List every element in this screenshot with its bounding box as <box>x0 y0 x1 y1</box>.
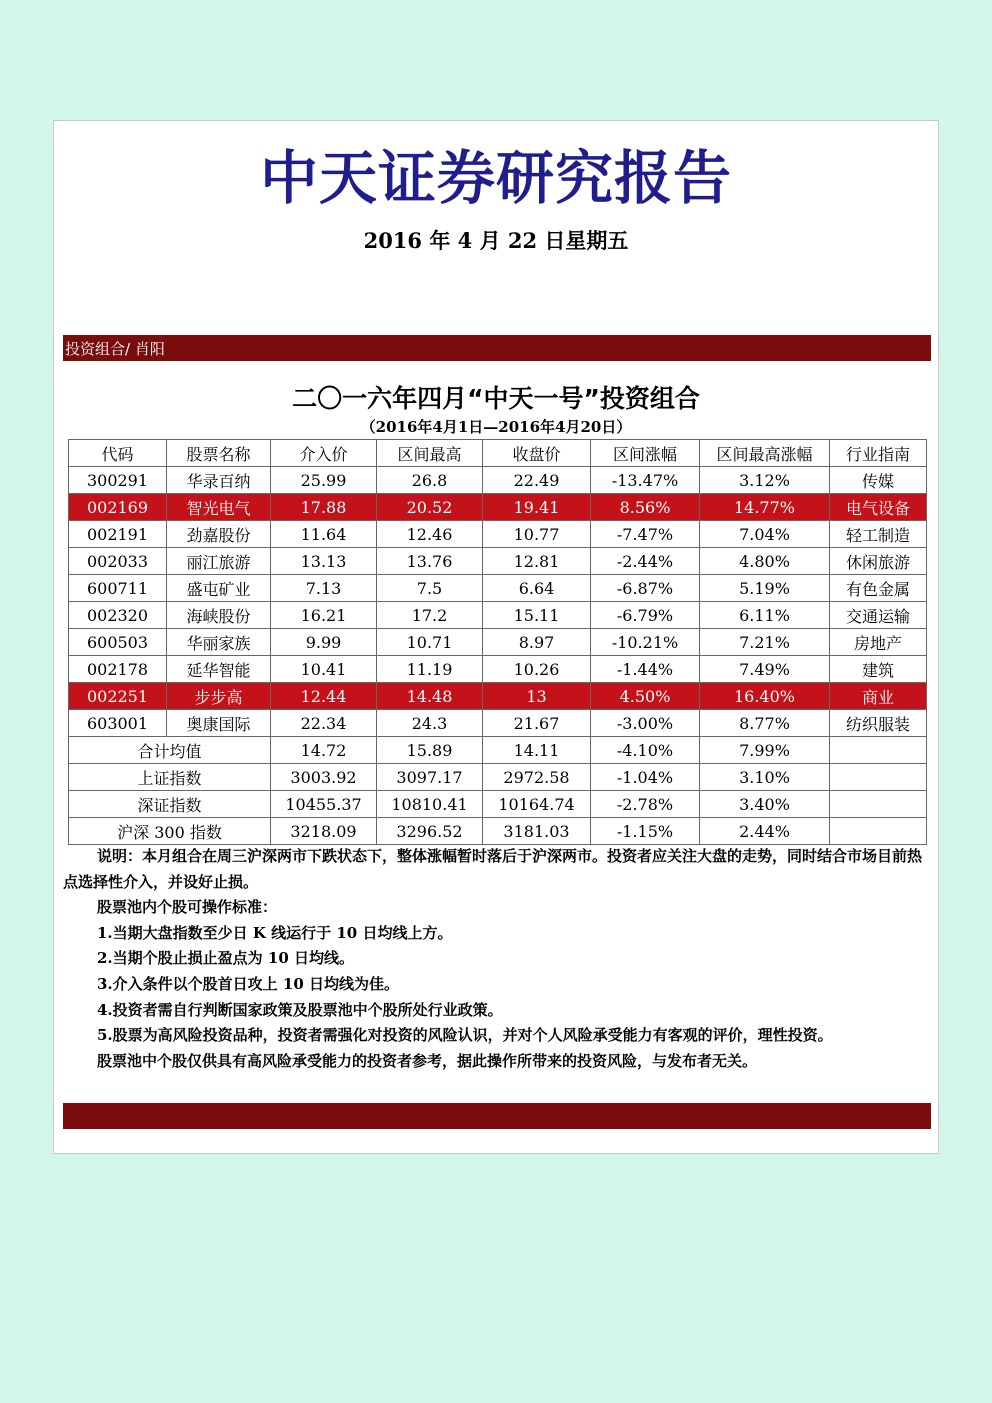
table-row <box>69 548 927 575</box>
table-cell: 603001 <box>69 710 167 737</box>
table-cell: 3218.09 <box>271 818 377 845</box>
table-cell: 3181.03 <box>483 818 591 845</box>
table-cell: 休闲旅游 <box>830 548 927 575</box>
note-paragraph: 股票池中个股仅供具有高风险承受能力的投资者参考，据此操作所带来的投资风险，与发布者无关。 <box>97 1051 758 1070</box>
table-cell: 4.80% <box>700 548 830 575</box>
table-cell: 建筑 <box>830 656 927 683</box>
note-paragraph: 4.投资者需自行判断国家政策及股票池中个股所处行业政策。 <box>97 1000 503 1019</box>
table-cell: 奥康国际 <box>167 710 271 737</box>
portfolio-title: 二〇一六年四月“中天一号”投资组合 <box>292 384 700 413</box>
table-cell: 华录百纳 <box>167 467 271 494</box>
table-cell: 13.13 <box>271 548 377 575</box>
table-cell: 传媒 <box>830 467 927 494</box>
table-cell: 14.48 <box>377 683 483 710</box>
summary-row <box>69 737 927 764</box>
table-row <box>69 629 927 656</box>
table-cell: 20.52 <box>377 494 483 521</box>
report-title: 中天证券研究报告 <box>259 144 732 212</box>
table-cell: 7.99% <box>700 737 830 764</box>
summary-row <box>69 791 927 818</box>
table-cell: 纺织服装 <box>830 710 927 737</box>
table-cell: 6.64 <box>483 575 591 602</box>
footer-bar <box>63 1103 931 1129</box>
table-cell: -6.87% <box>591 575 700 602</box>
table-cell: 11.19 <box>377 656 483 683</box>
table-cell: 商业 <box>830 683 927 710</box>
note-paragraph: 说明：本月组合在周三沪深两市下跌状态下，整体涨幅暂时落后于沪深两市。投资者应关注大盘的走势，同时结合市场目前热点选择性介入，并设好止损。 <box>63 847 923 891</box>
table-cell: 16.21 <box>271 602 377 629</box>
table-cell: 14.11 <box>483 737 591 764</box>
summary-label: 沪深 300 指数 <box>69 818 271 845</box>
table-cell: 21.67 <box>483 710 591 737</box>
table-cell: 有色金属 <box>830 575 927 602</box>
table-cell <box>830 791 927 818</box>
table-cell: 12.44 <box>271 683 377 710</box>
table-cell: 4.50% <box>591 683 700 710</box>
table-cell: 8.77% <box>700 710 830 737</box>
table-cell: 3.10% <box>700 764 830 791</box>
table-cell: 丽江旅游 <box>167 548 271 575</box>
summary-label: 合计均值 <box>69 737 271 764</box>
table-cell: -13.47% <box>591 467 700 494</box>
table-cell: 海峡股份 <box>167 602 271 629</box>
note-paragraph: 3.介入条件以个股首日攻上 10 日均线为佳。 <box>97 974 399 993</box>
table-row <box>69 467 927 494</box>
table-cell <box>830 737 927 764</box>
table-cell: 24.3 <box>377 710 483 737</box>
table-cell: 7.04% <box>700 521 830 548</box>
portfolio-period: （2016年4月1日—2016年4月20日） <box>360 418 632 436</box>
table-cell: 002033 <box>69 548 167 575</box>
table-cell: -4.10% <box>591 737 700 764</box>
table-cell: 002320 <box>69 602 167 629</box>
table-cell: 12.81 <box>483 548 591 575</box>
table-cell <box>830 764 927 791</box>
table-cell: 16.40% <box>700 683 830 710</box>
table-cell: 3296.52 <box>377 818 483 845</box>
column-header: 介入价 <box>271 440 377 467</box>
table-cell: 10.26 <box>483 656 591 683</box>
table-cell: 15.89 <box>377 737 483 764</box>
table-cell: -10.21% <box>591 629 700 656</box>
table-cell: 13 <box>483 683 591 710</box>
note-paragraph: 5.股票为高风险投资品种，投资者需强化对投资的风险认识，并对个人风险承受能力有客观的评价，理性投资。 <box>97 1026 833 1045</box>
table-cell: 14.77% <box>700 494 830 521</box>
table-cell: 13.76 <box>377 548 483 575</box>
table-cell: 14.72 <box>271 737 377 764</box>
column-header: 区间涨幅 <box>591 440 700 467</box>
table-cell: 002178 <box>69 656 167 683</box>
table-cell: 2.44% <box>700 818 830 845</box>
table-cell: 10164.74 <box>483 791 591 818</box>
table-cell: 3.12% <box>700 467 830 494</box>
table-cell: 10.77 <box>483 521 591 548</box>
table-row <box>69 710 927 737</box>
table-cell: 600503 <box>69 629 167 656</box>
column-header: 代码 <box>69 440 167 467</box>
portfolio-table <box>68 439 927 845</box>
table-cell: -2.78% <box>591 791 700 818</box>
table-row <box>69 521 927 548</box>
column-header: 行业指南 <box>830 440 927 467</box>
table-cell: 8.56% <box>591 494 700 521</box>
report-date: 2016 年 4 月 22 日星期五 <box>363 228 629 253</box>
table-cell: 10455.37 <box>271 791 377 818</box>
table-cell: 17.88 <box>271 494 377 521</box>
table-cell: 7.13 <box>271 575 377 602</box>
table-cell: 26.8 <box>377 467 483 494</box>
column-header: 区间最高 <box>377 440 483 467</box>
table-cell: 电气设备 <box>830 494 927 521</box>
table-row <box>69 602 927 629</box>
table-cell: 2972.58 <box>483 764 591 791</box>
table-cell: 7.5 <box>377 575 483 602</box>
table-cell: 002169 <box>69 494 167 521</box>
table-cell: 步步高 <box>167 683 271 710</box>
table-cell: -7.47% <box>591 521 700 548</box>
table-cell: 17.2 <box>377 602 483 629</box>
section-header-bar <box>63 335 931 361</box>
section-label: 投资组合/ 肖阳 <box>65 340 165 358</box>
summary-label: 上证指数 <box>69 764 271 791</box>
table-cell: -3.00% <box>591 710 700 737</box>
table-header-row <box>69 440 927 467</box>
note-paragraph: 1.当期大盘指数至少日 K 线运行于 10 日均线上方。 <box>97 923 453 942</box>
table-cell: 25.99 <box>271 467 377 494</box>
table-cell: 6.11% <box>700 602 830 629</box>
column-header: 股票名称 <box>167 440 271 467</box>
summary-label: 深证指数 <box>69 791 271 818</box>
table-cell: 8.97 <box>483 629 591 656</box>
table-cell: 12.46 <box>377 521 483 548</box>
notes-section <box>63 844 931 1074</box>
table-row <box>69 494 927 521</box>
table-cell: 智光电气 <box>167 494 271 521</box>
table-row <box>69 575 927 602</box>
table-cell: 3003.92 <box>271 764 377 791</box>
table-cell <box>830 818 927 845</box>
summary-row <box>69 764 927 791</box>
summary-row <box>69 818 927 845</box>
table-cell: 10.71 <box>377 629 483 656</box>
table-cell: 5.19% <box>700 575 830 602</box>
column-header: 区间最高涨幅 <box>700 440 830 467</box>
table-row <box>69 656 927 683</box>
column-header: 收盘价 <box>483 440 591 467</box>
table-cell: -1.04% <box>591 764 700 791</box>
table-cell: -6.79% <box>591 602 700 629</box>
table-cell: -1.44% <box>591 656 700 683</box>
table-cell: 11.64 <box>271 521 377 548</box>
table-cell: 22.49 <box>483 467 591 494</box>
note-paragraph: 股票池内个股可操作标准： <box>97 898 278 917</box>
report-page <box>53 120 939 1154</box>
table-cell: 600711 <box>69 575 167 602</box>
table-cell: 9.99 <box>271 629 377 656</box>
table-row <box>69 683 927 710</box>
table-cell: 22.34 <box>271 710 377 737</box>
table-cell: 3.40% <box>700 791 830 818</box>
table-cell: 19.41 <box>483 494 591 521</box>
table-cell: 3097.17 <box>377 764 483 791</box>
table-cell: 盛屯矿业 <box>167 575 271 602</box>
table-cell: 华丽家族 <box>167 629 271 656</box>
table-cell: 10810.41 <box>377 791 483 818</box>
table-cell: 7.21% <box>700 629 830 656</box>
table-cell: 10.41 <box>271 656 377 683</box>
table-cell: 15.11 <box>483 602 591 629</box>
table-cell: 002191 <box>69 521 167 548</box>
table-cell: 房地产 <box>830 629 927 656</box>
note-paragraph: 2.当期个股止损止盈点为 10 日均线。 <box>97 949 354 968</box>
table-cell: -1.15% <box>591 818 700 845</box>
table-cell: 300291 <box>69 467 167 494</box>
table-cell: 延华智能 <box>167 656 271 683</box>
table-cell: 劲嘉股份 <box>167 521 271 548</box>
table-cell: 7.49% <box>700 656 830 683</box>
table-cell: 002251 <box>69 683 167 710</box>
table-cell: -2.44% <box>591 548 700 575</box>
table-cell: 交通运输 <box>830 602 927 629</box>
table-cell: 轻工制造 <box>830 521 927 548</box>
